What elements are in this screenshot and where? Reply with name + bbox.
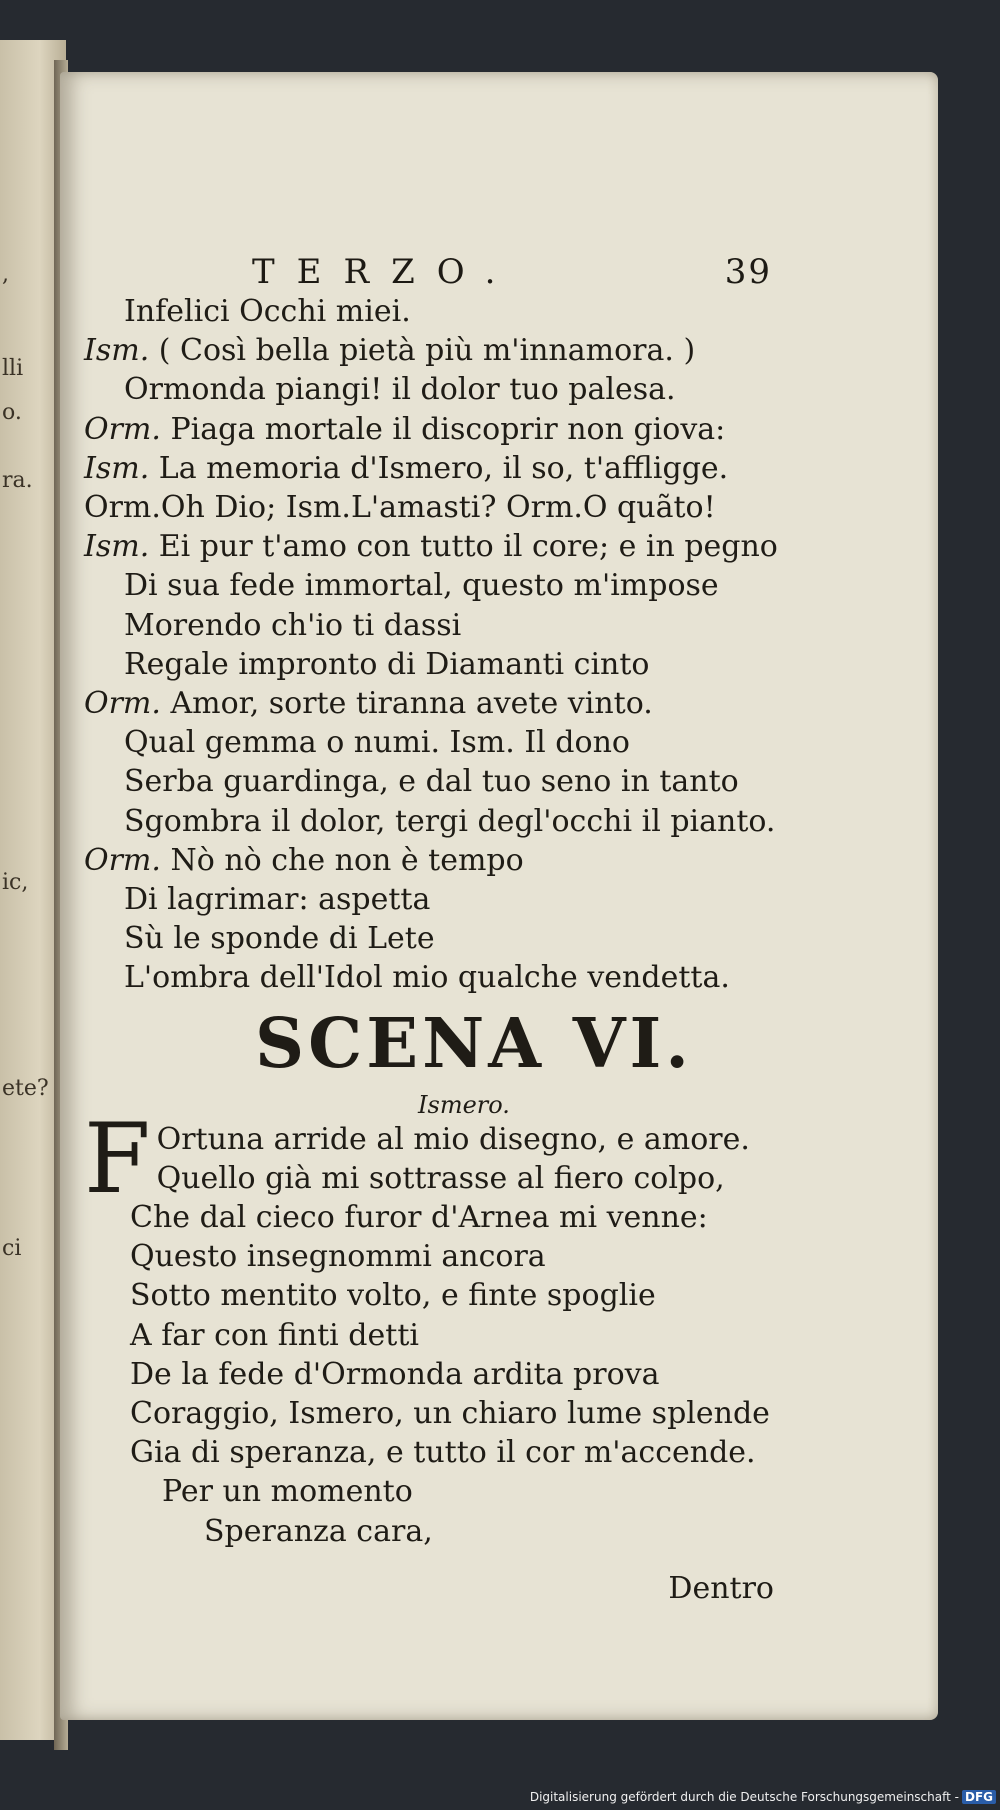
line-text: A far con finti detti [130, 1317, 419, 1353]
verse-line [84, 723, 824, 762]
verse-line [84, 645, 824, 684]
line-text: Nò nò che non è tempo [170, 842, 524, 878]
verse-line [84, 1120, 824, 1159]
line-text: Ormonda piangi! il dolor tuo palesa. [124, 372, 676, 408]
verse-line [84, 527, 824, 566]
line-text: Piaga mortale il discoprir non giova: [170, 411, 726, 447]
drop-cap: F [84, 1102, 151, 1215]
running-head-title: TERZO. [252, 252, 518, 292]
running-head [252, 252, 772, 292]
verse-line [84, 958, 824, 997]
verse-line [84, 802, 824, 841]
left-page-fragment: o. [2, 400, 22, 425]
line-text: Gia di speranza, e tutto il cor m'accende. [130, 1435, 756, 1471]
verse-line [84, 1355, 824, 1394]
character-name: Ismero. [418, 1090, 510, 1119]
line-text: De la fede d'Ormonda ardita prova [130, 1356, 660, 1392]
verse-line [84, 566, 824, 605]
page-number: 39 [724, 252, 772, 292]
left-page-fragment: ete? [2, 1076, 49, 1101]
verse-line [84, 410, 824, 449]
verse-line [84, 1276, 824, 1315]
line-text: Qual gemma o numi. Ism. Il dono [124, 725, 630, 761]
verse-line [84, 1237, 824, 1276]
verse-line [84, 606, 824, 645]
line-text: ( Così bella pietà più m'innamora. ) [158, 333, 696, 369]
verse-line [84, 292, 824, 331]
left-page-fragment: , [2, 262, 9, 287]
verse-line [84, 331, 824, 370]
line-text: Per un momento [162, 1474, 413, 1510]
line-text: Regale impronto di Diamanti cinto [124, 646, 650, 682]
line-text: Sù le sponde di Lete [124, 921, 435, 957]
line-text: Orm.Oh Dio; Ism.L'amasti? Orm.O quãto! [84, 490, 716, 526]
line-text: Ortuna arride al mio disegno, e amore. [156, 1121, 750, 1157]
speaker-label: Orm. [84, 686, 161, 722]
line-text: Quello già mi sottrasse al fiero colpo, [156, 1160, 725, 1196]
line-text: Di lagrimar: aspetta [124, 882, 431, 918]
verse-line [84, 841, 824, 880]
line-text: La memoria d'Ismero, il so, t'affligge. [158, 450, 729, 486]
verse-line [84, 1512, 824, 1551]
left-page-fragment: ra. [2, 468, 33, 493]
scene-heading: SCENA VI. [255, 1003, 693, 1084]
line-text: Coraggio, Ismero, un chiaro lume splende [130, 1396, 770, 1432]
speaker-label: Ism. [84, 333, 150, 369]
verse-line [84, 1316, 824, 1355]
verse-line [84, 488, 824, 527]
line-text: Speranza cara, [204, 1513, 433, 1549]
speaker-label: Orm. [84, 842, 161, 878]
verse-line [84, 684, 824, 723]
verse-line [84, 1198, 824, 1237]
line-text: Questo insegnommi ancora [130, 1239, 546, 1275]
line-text: Di sua fede immortal, questo m'impose [124, 568, 719, 604]
speaker-label: Ism. [84, 450, 150, 486]
credit-text: Digitalisierung gefördert durch die Deutsche Forschungsgemeinschaft - [529, 1790, 959, 1804]
verse-line [84, 449, 824, 488]
line-text: Infelici Occhi miei. [124, 294, 411, 329]
speaker-label: Ism. [84, 529, 150, 565]
line-text: Morendo ch'io ti dassi [124, 607, 462, 643]
verse-line [84, 1394, 824, 1433]
line-text: Ei pur t'amo con tutto il core; e in pegno [158, 529, 778, 565]
verse-line [84, 919, 824, 958]
catchword: Dentro [668, 1570, 774, 1606]
line-text: Amor, sorte tiranna avete vinto. [170, 686, 653, 722]
left-page-fragment: ic, [2, 870, 29, 895]
verse-line [84, 1472, 824, 1511]
line-text: Sgombra il dolor, tergi degl'occhi il pianto. [124, 803, 776, 839]
page-text [84, 292, 824, 1608]
line-text: Sotto mentito volto, e finte spoglie [130, 1278, 656, 1314]
left-page-fragment: ci [2, 1236, 22, 1261]
verse-line [84, 880, 824, 919]
left-page-fragment: lli [2, 356, 24, 381]
scene-monologue [84, 1102, 824, 1608]
dfg-logo: DFG [962, 1790, 996, 1804]
line-text: L'ombra dell'Idol mio qualche vendetta. [124, 960, 730, 996]
digitization-credit [530, 1790, 996, 1804]
verse-line [84, 762, 824, 801]
verse-line [84, 1433, 824, 1472]
verse-line [84, 370, 824, 409]
speaker-label: Orm. [84, 411, 161, 447]
line-text: Che dal cieco furor d'Arnea mi venne: [130, 1200, 708, 1236]
line-text: Serba guardinga, e dal tuo seno in tanto [124, 764, 739, 800]
verse-line [84, 1159, 824, 1198]
